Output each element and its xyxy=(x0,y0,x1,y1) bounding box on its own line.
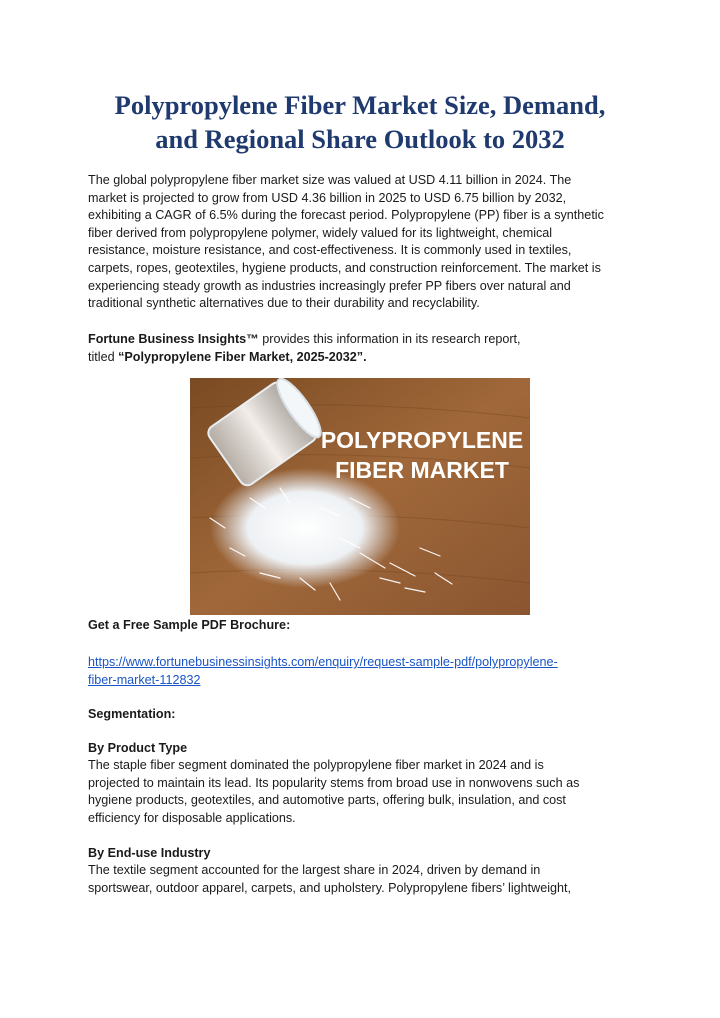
brochure-link-line-2: fiber-market-112832 xyxy=(88,672,201,687)
product-type-line: The staple fiber segment dominated the polypropylene fiber market in 2024 and is xyxy=(88,758,544,772)
intro-line: fiber derived from polypropylene polymer, widely valued for its lightweight, chemical xyxy=(88,225,553,240)
brochure-label: Get a Free Sample PDF Brochure: xyxy=(88,618,291,632)
intro-line: carpets, ropes, geotextiles, hygiene products, and construction reinforcement. The market is xyxy=(88,260,601,275)
end-use-heading: By End-use Industry xyxy=(88,846,211,860)
hero-image xyxy=(190,378,530,615)
intro-line: experiencing steady growth as industries increasingly prefer PP fibers over natural and xyxy=(88,278,571,293)
product-type-paragraph xyxy=(88,757,648,827)
product-type-line: hygiene products, geotextiles, and automotive parts, offering bulk, insulation, and cost xyxy=(88,793,566,808)
title-line-2: and Regional Share Outlook to 2032 xyxy=(155,124,565,154)
company-name: Fortune Business Insights™ xyxy=(88,332,259,346)
end-use-line: The textile segment accounted for the largest share in 2024, driven by demand in xyxy=(88,863,541,877)
source-line-1 xyxy=(88,331,648,349)
source-titled-prefix: titled xyxy=(88,349,119,364)
brochure-link-line-1: https://www.fortunebusinessinsights.com/enquiry/request-sample-pdf/polypropylene- xyxy=(88,655,558,669)
hero-text-line-1: POLYPROPYLENE xyxy=(320,427,524,453)
end-use-line: sportswear, outdoor apparel, carpets, and upholstery. Polypropylene fibers’ lightweight, xyxy=(88,880,572,895)
brochure-link[interactable] xyxy=(88,654,648,689)
source-line-2 xyxy=(88,349,648,367)
source-provides-text: provides this information in its research report, xyxy=(258,332,521,346)
intro-line: The global polypropylene fiber market size was valued at USD 4.11 billion in 2024. The xyxy=(88,173,572,187)
product-type-heading: By Product Type xyxy=(88,741,188,755)
intro-line: traditional synthetic alternatives due to their durability and recyclability. xyxy=(88,296,480,311)
intro-line: market is projected to grow from USD 4.36 billion in 2025 to USD 6.75 billion by 2032, xyxy=(88,190,567,205)
report-title: “Polypropylene Fiber Market, 2025-2032”. xyxy=(118,349,367,364)
end-use-paragraph xyxy=(88,862,648,897)
fiber-photo-illustration xyxy=(190,378,530,615)
hero-text-line-2: FIBER MARKET xyxy=(335,457,509,483)
title-line-1: Polypropylene Fiber Market Size, Demand, xyxy=(114,90,606,120)
intro-line: exhibiting a CAGR of 6.5% during the forecast period. Polypropylene (PP) fiber is a synthetic xyxy=(88,208,604,223)
segmentation-heading: Segmentation: xyxy=(88,707,176,721)
page-title xyxy=(60,88,660,156)
intro-line: resistance, moisture resistance, and cost-effectiveness. It is commonly used in textiles, xyxy=(88,243,572,258)
source-paragraph xyxy=(88,331,648,366)
intro-paragraph xyxy=(88,172,648,313)
product-type-line: projected to maintain its lead. Its popularity stems from broad use in nonwovens such as xyxy=(88,775,580,790)
product-type-line: efficiency for disposable applications. xyxy=(88,810,296,825)
